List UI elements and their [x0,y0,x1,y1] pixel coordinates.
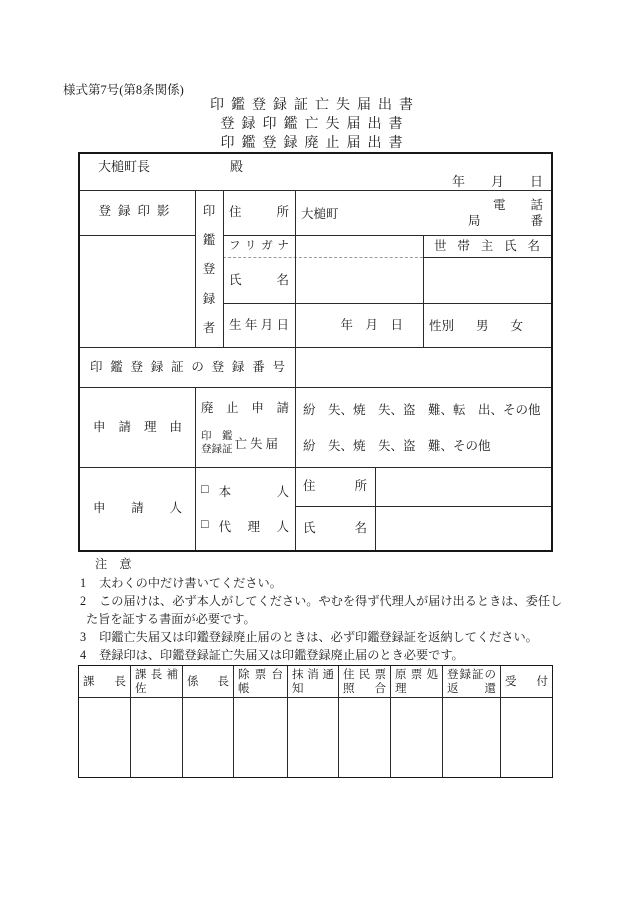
seal-imprint-label: 登録印影 [98,204,177,218]
applicant-type-cell [195,467,295,550]
applicant-name-input-area [375,506,551,550]
approval-header-juminhyo-shogo: 住民票照合 [339,666,391,698]
reason-row1-options: 紛 失、焼 失、盗 難、転 出、その他 [303,403,541,417]
furigana-input-area [295,235,423,257]
reason-row2-stack-top: 印 鑑 [201,430,233,442]
approval-header-torokusho-henkan: 登録証の返還 [443,666,501,698]
applicant-self-label: 本人 [218,484,289,499]
registration-number-input-area [295,347,551,387]
form-titles [0,96,630,153]
approval-cell [443,698,501,777]
phone-line-1: 電 話 [492,197,543,212]
address-value: 大槌町 [301,206,339,221]
furigana-label: フリガナ [229,240,289,252]
name-input-area [295,257,423,303]
form-number: 様式第7号(第8条関係) [63,83,184,97]
note-number: 3 [80,630,87,644]
notes-heading: 注 意 [95,557,132,571]
approval-cell [131,698,183,777]
approval-table [78,665,553,778]
address-value-cell [295,190,551,235]
applicant-proxy-row [201,517,289,535]
reason-row2-label [201,430,289,456]
seal-imprint-box [80,233,195,347]
birthdate-label: 生年月日 [229,318,289,332]
approval-cell [79,698,131,777]
reason-row2-suffix: 亡失届 [234,436,282,451]
registrant-char: 者 [202,320,216,335]
reason-row2-options: 紛 失、焼 失、盗 難、その他 [303,439,491,453]
approval-cell [501,698,552,777]
checkbox-self: □ [201,481,209,496]
note-item [78,592,565,628]
addressee-honorific: 殿 [230,159,244,174]
registrant-char: 鑑 [202,233,216,248]
note-item [78,574,565,592]
approval-header-kacho-hosa: 課長補佐 [131,666,183,698]
phone-block [468,197,543,229]
note-text: 登録印は、印鑑登録証亡失届又は印鑑登録廃止届のとき必要です。 [99,648,464,662]
reason-row2-stack [201,430,233,456]
note-number: 1 [80,576,87,590]
reason-section-label: 申請理由 [93,420,182,434]
name-label: 氏名 [229,273,289,287]
approval-header-johyo-daicho: 除票台帳 [234,666,288,698]
main-form-table [78,152,553,552]
reason-row2-stack-bottom: 登録証 [201,443,233,455]
birthdate-field: 年 月 日 [340,318,403,332]
registrant-char: 登 [202,262,216,277]
applicant-address-label: 住所 [303,479,367,493]
note-text: 太わくの中だけ書いてください。 [99,576,282,590]
sex-option-female: 女 [510,319,524,333]
approval-cell [339,698,391,777]
note-text: 印鑑亡失届又は印鑑登録廃止届のときは、必ず印鑑登録証を返納してください。 [99,630,538,644]
checkbox-proxy: □ [201,517,209,532]
phone-line-2: 局 番 [467,213,543,228]
approval-cell [288,698,339,777]
note-item [78,628,565,646]
reason-row1-label: 廃止申請 [201,400,289,415]
approval-cell [234,698,288,777]
note-number: 4 [80,648,87,662]
applicant-section-label: 申請人 [93,501,182,515]
applicant-self-row [201,482,289,500]
date-field: 年 月 日 [451,174,543,189]
title-line-3: 印鑑登録廃止届出書 [220,136,410,151]
note-text: この届けは、必ず本人がしてください。やむを得ず代理人が届け出るときは、委任した旨を証する書面が必要です。 [86,594,563,626]
registrant-char: 録 [202,291,216,306]
note-number: 2 [80,594,87,608]
applicant-address-input-area [375,467,551,506]
approval-header-kacho: 課長 [79,666,131,698]
householder-input-area [423,257,551,303]
approval-header-massho-tsuchi: 抹消通知 [288,666,339,698]
addressee-name: 大槌町長 [98,159,151,174]
title-line-2: 登録印鑑亡失届出書 [220,117,410,132]
approval-header-genpyo-shori: 原票処理 [391,666,443,698]
householder-label: 世帯主氏名 [434,239,540,253]
address-label: 住所 [229,205,289,219]
registrant-char: 印 [202,204,216,219]
registration-number-label: 印鑑登録証の登録番号 [90,360,285,374]
approval-header-uketsuke: 受付 [501,666,552,698]
reason-sublabels [195,387,295,467]
title-line-1: 印鑑登録証亡失届出書 [210,98,420,113]
sex-option-male: 男 [476,319,489,333]
applicant-proxy-label: 代理人 [218,520,289,535]
reason-options [295,387,551,467]
registrant-vertical-label [195,190,223,347]
approval-cell [391,698,443,777]
approval-cell [183,698,234,777]
note-item [78,646,565,664]
sex-label: 性別 [429,319,455,333]
approval-header-kakaricho: 係長 [183,666,234,698]
sex-cell [423,303,551,347]
applicant-name-label: 氏名 [303,521,367,535]
notes-section [78,556,565,664]
